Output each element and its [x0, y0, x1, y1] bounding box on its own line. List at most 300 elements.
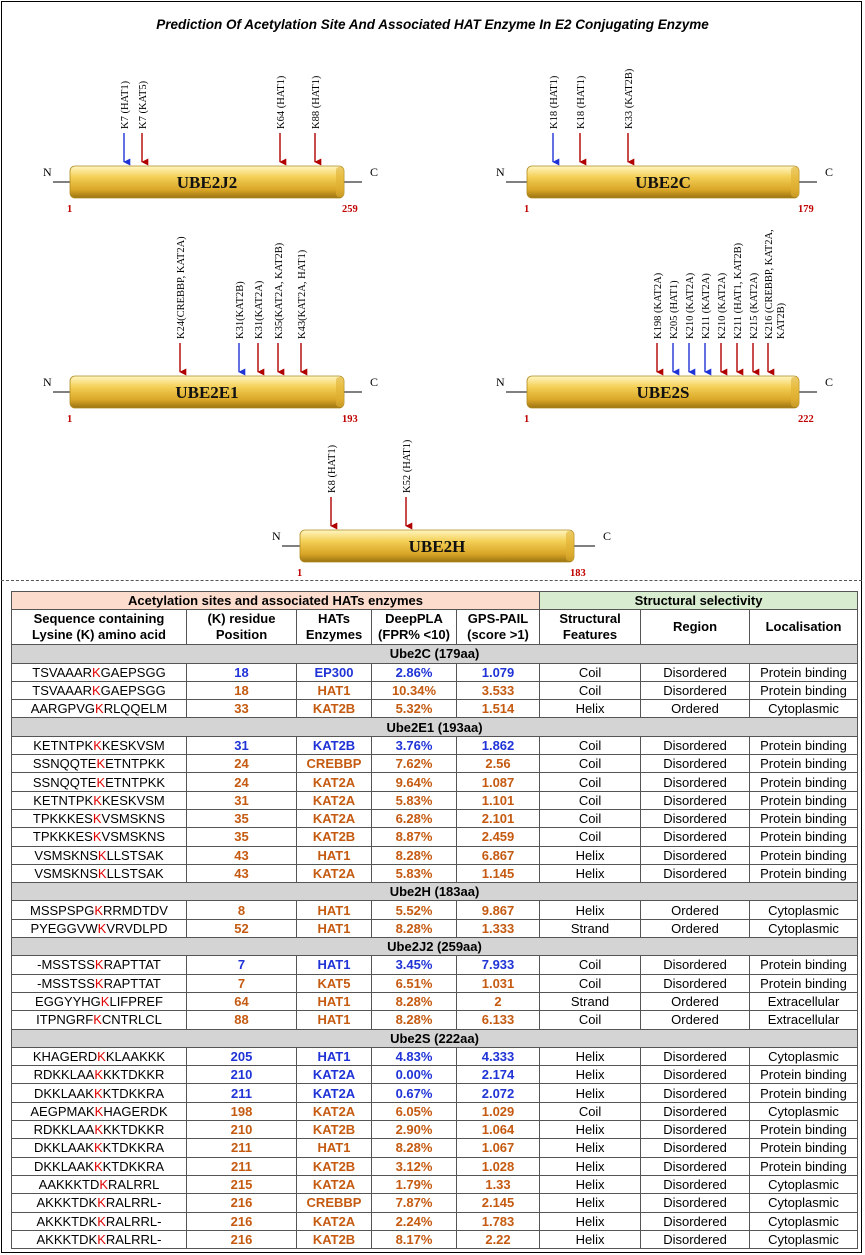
hat-enzyme-cell: HAT1 [297, 681, 372, 699]
region-cell: Disordered [641, 1175, 750, 1193]
position-cell: 43 [187, 846, 297, 864]
localisation-cell: Protein binding [750, 828, 858, 846]
sequence-cell: RDKKLAAKKKTDKKR [12, 1121, 187, 1139]
hat-enzyme-cell: HAT1 [297, 919, 372, 937]
site-label: K18 (HAT1) [549, 75, 560, 129]
region-cell: Disordered [641, 1084, 750, 1102]
deeppla-cell: 6.05% [372, 1102, 457, 1120]
sequence-cell: VSMSKNSKLLSTSAK [12, 846, 187, 864]
hat-enzyme-cell: HAT1 [297, 992, 372, 1010]
group-header-acetylation: Acetylation sites and associated HATs enzymes [12, 592, 540, 610]
localisation-cell: Cytoplasmic [750, 919, 858, 937]
structural-feature-cell: Helix [540, 1139, 641, 1157]
c-terminus-label: C [370, 375, 379, 389]
start-residue: 1 [67, 414, 73, 425]
protein-bar-cap [336, 377, 344, 407]
region-cell: Disordered [641, 1194, 750, 1212]
column-header: Region [641, 610, 750, 645]
localisation-cell: Protein binding [750, 755, 858, 773]
position-cell: 216 [187, 1212, 297, 1230]
deeppla-cell: 6.51% [372, 974, 457, 992]
table-row [12, 1230, 858, 1248]
structural-feature-cell: Helix [540, 1066, 641, 1084]
section-title: Ube2C (179aa) [12, 645, 858, 663]
region-cell: Ordered [641, 1011, 750, 1029]
gps-pail-cell: 2.101 [457, 809, 540, 827]
gps-pail-cell: 2.459 [457, 828, 540, 846]
localisation-cell: Cytoplasmic [750, 1230, 858, 1248]
sequence-cell: PYEGGVWKVRVDLPD [12, 919, 187, 937]
start-residue: 1 [524, 204, 530, 215]
hat-enzyme-cell: HAT1 [297, 846, 372, 864]
site-label: K31(KAT2A) [254, 280, 265, 339]
sequence-cell: DKKLAAKKKTDKKRA [12, 1157, 187, 1175]
gps-pail-cell: 1.862 [457, 736, 540, 754]
gps-pail-cell: 1.101 [457, 791, 540, 809]
sequence-cell: TSVAAARKGAEPSGG [12, 663, 187, 681]
region-cell: Disordered [641, 736, 750, 754]
structural-feature-cell: Coil [540, 956, 641, 974]
position-cell: 216 [187, 1194, 297, 1212]
c-terminus-label: C [825, 375, 834, 389]
n-terminus-label: N [43, 375, 52, 389]
site-label: K31(KAT2B) [235, 281, 246, 339]
gps-pail-cell: 1.783 [457, 1212, 540, 1230]
site-label: K24(CREBBP, KAT2A) [176, 236, 187, 339]
gps-pail-cell: 1.028 [457, 1157, 540, 1175]
sequence-cell: -MSSTSSKRAPTTAT [12, 974, 187, 992]
region-cell: Disordered [641, 974, 750, 992]
figure-title: Prediction Of Acetylation Site And Associated HAT Enzyme In E2 Conjugating Enzyme [156, 17, 709, 32]
deeppla-cell: 0.00% [372, 1066, 457, 1084]
deeppla-cell: 7.62% [372, 755, 457, 773]
position-cell: 43 [187, 864, 297, 882]
sequence-cell: TPKKKESKVSMSKNS [12, 809, 187, 827]
position-cell: 24 [187, 755, 297, 773]
deeppla-cell: 5.52% [372, 901, 457, 919]
table-row [12, 956, 858, 974]
localisation-cell: Protein binding [750, 791, 858, 809]
table-row [12, 791, 858, 809]
table-row [12, 773, 858, 791]
start-residue: 1 [297, 568, 303, 579]
deeppla-cell: 8.17% [372, 1230, 457, 1248]
column-header: Structural Features [540, 610, 641, 645]
sequence-cell: -MSSTSSKRAPTTAT [12, 956, 187, 974]
table-row [12, 828, 858, 846]
gps-pail-cell: 1.079 [457, 663, 540, 681]
localisation-cell: Protein binding [750, 1084, 858, 1102]
column-header: (K) residue Position [187, 610, 297, 645]
start-residue: 1 [524, 414, 530, 425]
n-terminus-label: N [43, 165, 52, 179]
hat-enzyme-cell: KAT2B [297, 1121, 372, 1139]
structural-feature-cell: Strand [540, 919, 641, 937]
protein-bar-cap [791, 167, 799, 197]
structural-feature-cell: Helix [540, 1157, 641, 1175]
site-label: K18 (HAT1) [576, 75, 587, 129]
site-label-cont: KAT2B) [776, 302, 787, 339]
localisation-cell: Extracellular [750, 992, 858, 1010]
protein-bar-cap [791, 377, 799, 407]
region-cell: Disordered [641, 956, 750, 974]
deeppla-cell: 7.87% [372, 1194, 457, 1212]
localisation-cell: Cytoplasmic [750, 1175, 858, 1193]
position-cell: 35 [187, 828, 297, 846]
structural-feature-cell: Coil [540, 1102, 641, 1120]
table-row [12, 1066, 858, 1084]
localisation-cell: Protein binding [750, 956, 858, 974]
hat-enzyme-cell: EP300 [297, 663, 372, 681]
gps-pail-cell: 3.533 [457, 681, 540, 699]
column-header: GPS-PAIL (score >1) [457, 610, 540, 645]
deeppla-cell: 8.28% [372, 992, 457, 1010]
localisation-cell: Protein binding [750, 1121, 858, 1139]
table-row [12, 1194, 858, 1212]
region-cell: Disordered [641, 1139, 750, 1157]
structural-feature-cell: Helix [540, 1084, 641, 1102]
column-header: DeepPLA (FPR% <10) [372, 610, 457, 645]
region-cell: Disordered [641, 809, 750, 827]
position-cell: 88 [187, 1011, 297, 1029]
structural-feature-cell: Coil [540, 791, 641, 809]
position-cell: 216 [187, 1230, 297, 1248]
sequence-cell: DKKLAAKKKTDKKRA [12, 1084, 187, 1102]
gps-pail-cell: 7.933 [457, 956, 540, 974]
column-header: HATs Enzymes [297, 610, 372, 645]
region-cell: Ordered [641, 700, 750, 718]
hat-enzyme-cell: KAT2A [297, 1102, 372, 1120]
site-label: K33 (KAT2B) [624, 68, 635, 129]
site-label: K88 (HAT1) [311, 75, 322, 129]
sequence-cell: SSNQQTEKETNTPKK [12, 773, 187, 791]
region-cell: Disordered [641, 1212, 750, 1230]
gps-pail-cell: 2.174 [457, 1066, 540, 1084]
deeppla-cell: 0.67% [372, 1084, 457, 1102]
structural-feature-cell: Coil [540, 736, 641, 754]
structural-feature-cell: Coil [540, 974, 641, 992]
position-cell: 210 [187, 1121, 297, 1139]
position-cell: 33 [187, 700, 297, 718]
gps-pail-cell: 1.333 [457, 919, 540, 937]
gps-pail-cell: 2.56 [457, 755, 540, 773]
site-label: K7 (KAT5) [138, 80, 149, 129]
section-divider [1, 580, 862, 581]
region-cell: Disordered [641, 681, 750, 699]
structural-feature-cell: Helix [540, 1194, 641, 1212]
structural-feature-cell: Coil [540, 1011, 641, 1029]
section-header-row [12, 645, 858, 663]
hat-enzyme-cell: KAT2B [297, 736, 372, 754]
site-label: K211 (HAT1, KAT2B) [733, 242, 744, 339]
acetylation-table [11, 591, 858, 1249]
position-cell: 35 [187, 809, 297, 827]
gps-pail-cell: 2.072 [457, 1084, 540, 1102]
domain-diagram-ube2s [496, 229, 833, 425]
localisation-cell: Cytoplasmic [750, 1212, 858, 1230]
sequence-cell: TSVAAARKGAEPSGG [12, 681, 187, 699]
table-row [12, 1212, 858, 1230]
column-header: Sequence containing Lysine (K) amino acid [12, 610, 187, 645]
sequence-cell: DKKLAAKKKTDKKRA [12, 1139, 187, 1157]
domain-diagram-ube2j2 [43, 75, 378, 215]
section-title: Ube2S (222aa) [12, 1029, 858, 1047]
deeppla-cell: 8.28% [372, 919, 457, 937]
localisation-cell: Protein binding [750, 974, 858, 992]
structural-feature-cell: Coil [540, 663, 641, 681]
region-cell: Disordered [641, 1157, 750, 1175]
region-cell: Disordered [641, 864, 750, 882]
site-label: K210 (KAT2A) [717, 272, 728, 339]
hat-enzyme-cell: KAT2A [297, 1084, 372, 1102]
end-residue: 222 [798, 414, 814, 425]
section-header-row [12, 718, 858, 736]
position-cell: 211 [187, 1084, 297, 1102]
region-cell: Disordered [641, 846, 750, 864]
sequence-cell: AKKKTDKKRALRRL- [12, 1212, 187, 1230]
site-label: K205 (HAT1) [669, 280, 680, 339]
position-cell: 198 [187, 1102, 297, 1120]
hat-enzyme-cell: HAT1 [297, 1139, 372, 1157]
domain-diagram-ube2c [496, 68, 833, 215]
gps-pail-cell: 4.333 [457, 1047, 540, 1065]
hat-enzyme-cell: KAT2B [297, 1230, 372, 1248]
table-row [12, 1084, 858, 1102]
structural-feature-cell: Helix [540, 1047, 641, 1065]
hat-enzyme-cell: KAT2A [297, 773, 372, 791]
hat-enzyme-cell: KAT2B [297, 1157, 372, 1175]
protein-bar-cap [566, 531, 574, 561]
c-terminus-label: C [825, 165, 834, 179]
sequence-cell: AAKKKTDKRALRRL [12, 1175, 187, 1193]
region-cell: Disordered [641, 828, 750, 846]
site-label: K35(KAT2A, KAT2B) [274, 242, 285, 339]
structural-feature-cell: Coil [540, 809, 641, 827]
site-label: K7 (HAT1) [120, 80, 131, 129]
deeppla-cell: 6.28% [372, 809, 457, 827]
table-row [12, 974, 858, 992]
position-cell: 64 [187, 992, 297, 1010]
position-cell: 211 [187, 1157, 297, 1175]
gps-pail-cell: 6.867 [457, 846, 540, 864]
site-label: K211 (KAT2A) [701, 273, 712, 339]
sequence-cell: KETNTPKKKESKVSM [12, 791, 187, 809]
localisation-cell: Protein binding [750, 846, 858, 864]
end-residue: 193 [342, 414, 358, 425]
localisation-cell: Protein binding [750, 864, 858, 882]
deeppla-cell: 2.24% [372, 1212, 457, 1230]
position-cell: 215 [187, 1175, 297, 1193]
structural-feature-cell: Helix [540, 901, 641, 919]
sequence-cell: AARGPVGKRLQQELM [12, 700, 187, 718]
gps-pail-cell: 9.867 [457, 901, 540, 919]
region-cell: Disordered [641, 1066, 750, 1084]
site-label: K64 (HAT1) [276, 75, 287, 129]
deeppla-cell: 2.90% [372, 1121, 457, 1139]
hat-enzyme-cell: HAT1 [297, 901, 372, 919]
table-row [12, 919, 858, 937]
localisation-cell: Cytoplasmic [750, 1194, 858, 1212]
structural-feature-cell: Helix [540, 1175, 641, 1193]
table-row [12, 1157, 858, 1175]
position-cell: 18 [187, 681, 297, 699]
table-row [12, 1011, 858, 1029]
localisation-cell: Protein binding [750, 1066, 858, 1084]
gps-pail-cell: 1.087 [457, 773, 540, 791]
table-row [12, 736, 858, 754]
structural-feature-cell: Helix [540, 846, 641, 864]
protein-name: UBE2H [408, 537, 466, 556]
table-row [12, 992, 858, 1010]
table-row [12, 663, 858, 681]
deeppla-cell: 5.83% [372, 864, 457, 882]
localisation-cell: Cytoplasmic [750, 700, 858, 718]
structural-feature-cell: Helix [540, 864, 641, 882]
sequence-cell: ITPNGRFKCNTRLCL [12, 1011, 187, 1029]
table-row [12, 1047, 858, 1065]
sequence-cell: SSNQQTEKETNTPKK [12, 755, 187, 773]
protein-name: UBE2J2 [176, 173, 238, 192]
section-title: Ube2H (183aa) [12, 883, 858, 901]
gps-pail-cell: 2.22 [457, 1230, 540, 1248]
deeppla-cell: 10.34% [372, 681, 457, 699]
localisation-cell: Protein binding [750, 736, 858, 754]
start-residue: 1 [67, 204, 73, 215]
region-cell: Disordered [641, 1047, 750, 1065]
hat-enzyme-cell: KAT2A [297, 791, 372, 809]
table-row [12, 864, 858, 882]
region-cell: Disordered [641, 773, 750, 791]
site-label: K52 (HAT1) [402, 439, 413, 493]
hat-enzyme-cell: KAT2A [297, 1066, 372, 1084]
localisation-cell: Protein binding [750, 1139, 858, 1157]
deeppla-cell: 1.79% [372, 1175, 457, 1193]
region-cell: Ordered [641, 992, 750, 1010]
sequence-cell: RDKKLAAKKKTDKKR [12, 1066, 187, 1084]
region-cell: Disordered [641, 791, 750, 809]
localisation-cell: Cytoplasmic [750, 1102, 858, 1120]
structural-feature-cell: Coil [540, 773, 641, 791]
table-row [12, 809, 858, 827]
region-cell: Disordered [641, 1102, 750, 1120]
position-cell: 7 [187, 956, 297, 974]
gps-pail-cell: 2 [457, 992, 540, 1010]
protein-bar-cap [336, 167, 344, 197]
column-header: Localisation [750, 610, 858, 645]
position-cell: 31 [187, 791, 297, 809]
region-cell: Disordered [641, 1230, 750, 1248]
table-row [12, 755, 858, 773]
hat-enzyme-cell: KAT2B [297, 828, 372, 846]
region-cell: Disordered [641, 755, 750, 773]
gps-pail-cell: 1.029 [457, 1102, 540, 1120]
gps-pail-cell: 1.067 [457, 1139, 540, 1157]
deeppla-cell: 3.12% [372, 1157, 457, 1175]
c-terminus-label: C [603, 529, 612, 543]
deeppla-cell: 5.83% [372, 791, 457, 809]
structural-feature-cell: Coil [540, 828, 641, 846]
site-label: K43(KAT2A, HAT1) [297, 249, 308, 339]
sequence-cell: MSSPSPGKRRMDTDV [12, 901, 187, 919]
site-label: K216 (CREBBP, KAT2A, [764, 229, 775, 339]
region-cell: Disordered [641, 1121, 750, 1139]
deeppla-cell: 8.87% [372, 828, 457, 846]
position-cell: 205 [187, 1047, 297, 1065]
hat-enzyme-cell: HAT1 [297, 1011, 372, 1029]
hat-enzyme-cell: KAT2A [297, 1175, 372, 1193]
position-cell: 18 [187, 663, 297, 681]
sequence-cell: VSMSKNSKLLSTSAK [12, 864, 187, 882]
n-terminus-label: N [496, 165, 505, 179]
table-body [12, 645, 858, 1249]
position-cell: 31 [187, 736, 297, 754]
table-row [12, 1175, 858, 1193]
region-cell: Ordered [641, 919, 750, 937]
section-title: Ube2E1 (193aa) [12, 718, 858, 736]
hat-enzyme-cell: KAT2B [297, 700, 372, 718]
table-row [12, 1121, 858, 1139]
sequence-cell: AKKKTDKKRALRRL- [12, 1194, 187, 1212]
gps-pail-cell: 6.133 [457, 1011, 540, 1029]
position-cell: 8 [187, 901, 297, 919]
protein-name: UBE2C [635, 173, 691, 192]
column-header-row [12, 610, 858, 645]
table-row [12, 846, 858, 864]
gps-pail-cell: 1.33 [457, 1175, 540, 1193]
structural-feature-cell: Coil [540, 681, 641, 699]
hat-enzyme-cell: HAT1 [297, 1047, 372, 1065]
position-cell: 24 [187, 773, 297, 791]
localisation-cell: Protein binding [750, 773, 858, 791]
deeppla-cell: 9.64% [372, 773, 457, 791]
deeppla-cell: 8.28% [372, 1139, 457, 1157]
localisation-cell: Protein binding [750, 663, 858, 681]
hat-enzyme-cell: HAT1 [297, 956, 372, 974]
end-residue: 259 [342, 204, 358, 215]
section-header-row [12, 883, 858, 901]
localisation-cell: Protein binding [750, 681, 858, 699]
c-terminus-label: C [370, 165, 379, 179]
position-cell: 211 [187, 1139, 297, 1157]
hat-enzyme-cell: KAT2A [297, 1212, 372, 1230]
region-cell: Ordered [641, 901, 750, 919]
structural-feature-cell: Strand [540, 992, 641, 1010]
sequence-cell: EGGYYHGKLIFPREF [12, 992, 187, 1010]
structural-feature-cell: Helix [540, 1212, 641, 1230]
gps-pail-cell: 1.514 [457, 700, 540, 718]
sequence-cell: AKKKTDKKRALRRL- [12, 1230, 187, 1248]
table-row [12, 1139, 858, 1157]
localisation-cell: Protein binding [750, 1157, 858, 1175]
domain-diagrams [0, 0, 865, 580]
section-header-row [12, 938, 858, 956]
deeppla-cell: 8.28% [372, 1011, 457, 1029]
deeppla-cell: 8.28% [372, 846, 457, 864]
hat-enzyme-cell: KAT2A [297, 809, 372, 827]
structural-feature-cell: Helix [540, 1121, 641, 1139]
hat-enzyme-cell: KAT2A [297, 864, 372, 882]
section-header-row [12, 1029, 858, 1047]
localisation-cell: Cytoplasmic [750, 901, 858, 919]
deeppla-cell: 3.45% [372, 956, 457, 974]
deeppla-cell: 3.76% [372, 736, 457, 754]
structural-feature-cell: Coil [540, 755, 641, 773]
n-terminus-label: N [272, 529, 281, 543]
structural-feature-cell: Helix [540, 700, 641, 718]
gps-pail-cell: 1.031 [457, 974, 540, 992]
protein-name: UBE2E1 [175, 383, 239, 402]
site-label: K210 (KAT2A) [685, 272, 696, 339]
